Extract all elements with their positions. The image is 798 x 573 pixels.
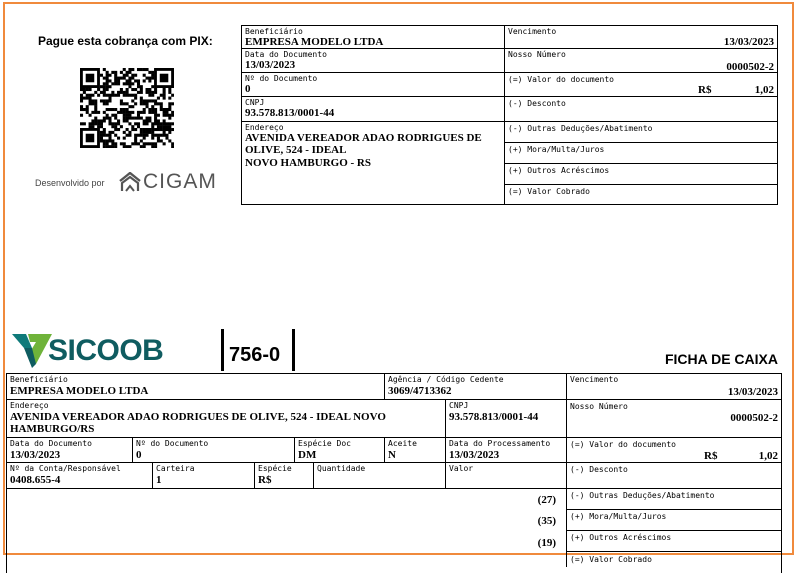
bottom-carteira-value: 1 [156,474,162,486]
bottom-valor-cobrado-label: (=) Valor Cobrado [570,555,652,564]
bottom-conta-label: Nº da Conta/Responsável [10,464,121,473]
top-data-documento-value: 13/03/2023 [245,59,296,71]
bottom-quantidade-label: Quantidade [317,464,366,473]
bottom-cnpj-label: CNPJ [449,401,469,410]
top-numero-documento-label: Nº do Documento [245,74,318,83]
bottom-especie-doc-value: DM [298,449,317,461]
pix-title: Pague esta cobrança com PIX: [38,34,213,48]
top-desconto-label: (-) Desconto [508,99,566,108]
bottom-currency: R$ [704,450,718,462]
top-nosso-numero-label: Nosso Número [508,50,566,59]
bottom-vencimento-value: 13/03/2023 [727,386,778,398]
top-vencimento-value: 13/03/2023 [723,36,774,48]
top-cnpj-value: 93.578.813/0001-44 [245,107,335,119]
bottom-outros-acrescimos-label: (+) Outros Acréscimos [570,533,672,542]
bottom-agencia-value: 3069/4713362 [388,385,452,397]
top-outros-acrescimos-label: (+) Outros Acréscimos [508,166,610,175]
bottom-valor-documento-label: (=) Valor do documento [570,440,676,449]
bottom-especie-doc-label: Espécie Doc [298,439,351,448]
top-cnpj-label: CNPJ [245,98,265,107]
bottom-beneficiario-value: EMPRESA MODELO LTDA [10,385,149,397]
bottom-beneficiario-label: Beneficiário [10,375,68,384]
top-beneficiario-label: Beneficiário [245,27,303,36]
bottom-especie-value: R$ [258,474,272,486]
bottom-vencimento-label: Vencimento [570,375,619,384]
bottom-data-processamento-label: Data do Processamento [449,439,551,448]
top-endereco-line1: AVENIDA VEREADOR ADAO RODRIGUES DE [245,132,482,144]
bottom-carteira-label: Carteira [156,464,195,473]
pix-qr-code[interactable] [80,68,174,148]
bottom-nosso-numero-label: Nosso Número [570,402,628,411]
top-data-documento-label: Data do Documento [245,50,327,59]
code-27: (27) [537,494,556,506]
bottom-valor-label: Valor [449,464,474,473]
top-numero-documento-value: 0 [245,83,251,95]
bottom-mora-label: (+) Mora/Multa/Juros [570,512,667,521]
bottom-agencia-label: Agência / Código Cedente [388,375,504,384]
bottom-data-documento-label: Data do Documento [10,439,92,448]
developed-by-label: Desenvolvido por [35,178,105,188]
code-19: (19) [537,537,556,549]
top-outras-deducoes-label: (-) Outras Deduções/Abatimento [508,124,653,133]
bank-code-divider-left [221,329,224,371]
bottom-nosso-numero-value: 0000502-2 [730,412,778,424]
bottom-endereco-label: Endereço [10,401,49,410]
bottom-valor-documento-value: 1,02 [758,450,778,462]
top-valor-documento-value: 1,02 [754,84,774,96]
bottom-numero-documento-label: Nº do Documento [136,439,209,448]
slip-title: FICHA DE CAIXA [664,351,778,367]
top-mora-label: (+) Mora/Multa/Juros [508,145,605,154]
top-nosso-numero-value: 0000502-2 [726,61,774,73]
top-currency: R$ [698,84,712,96]
bottom-outras-deducoes-label: (-) Outras Deduções/Abatimento [570,491,715,500]
bottom-numero-documento-value: 0 [136,449,142,461]
code-35: (35) [537,515,556,527]
cigam-brand: CIGAM [143,170,217,193]
bottom-desconto-label: (-) Desconto [570,465,628,474]
bottom-data-processamento-value: 13/03/2023 [449,449,500,461]
bottom-endereco-line2: HAMBURGO/RS [10,423,95,435]
top-endereco-line3: NOVO HAMBURGO - RS [245,157,371,169]
top-endereco-label: Endereço [245,123,284,132]
bank-code-divider-right [292,329,295,371]
bottom-aceite-label: Aceite [388,439,417,448]
sicoob-logo-icon [12,334,52,368]
bottom-especie-label: Espécie [258,464,292,473]
bottom-data-documento-value: 13/03/2023 [10,449,61,461]
cigam-logo-icon [119,172,141,192]
bottom-endereco-line1: AVENIDA VEREADOR ADAO RODRIGUES DE OLIVE, 524 - IDEAL NOVO [10,411,386,423]
bank-code: 756-0 [229,344,281,366]
bottom-form [6,373,782,573]
top-endereco-line2: OLIVE, 524 - IDEAL [245,144,347,156]
bottom-conta-value: 0408.655-4 [10,474,61,486]
top-vencimento-label: Vencimento [508,27,557,36]
top-valor-documento-label: (=) Valor do documento [508,75,614,84]
top-valor-cobrado-label: (=) Valor Cobrado [508,187,590,196]
bottom-aceite-value: N [388,449,396,461]
bottom-cnpj-value: 93.578.813/0001-44 [449,411,539,423]
top-beneficiario-value: EMPRESA MODELO LTDA [245,36,384,48]
bank-name: SICOOB [48,334,164,367]
